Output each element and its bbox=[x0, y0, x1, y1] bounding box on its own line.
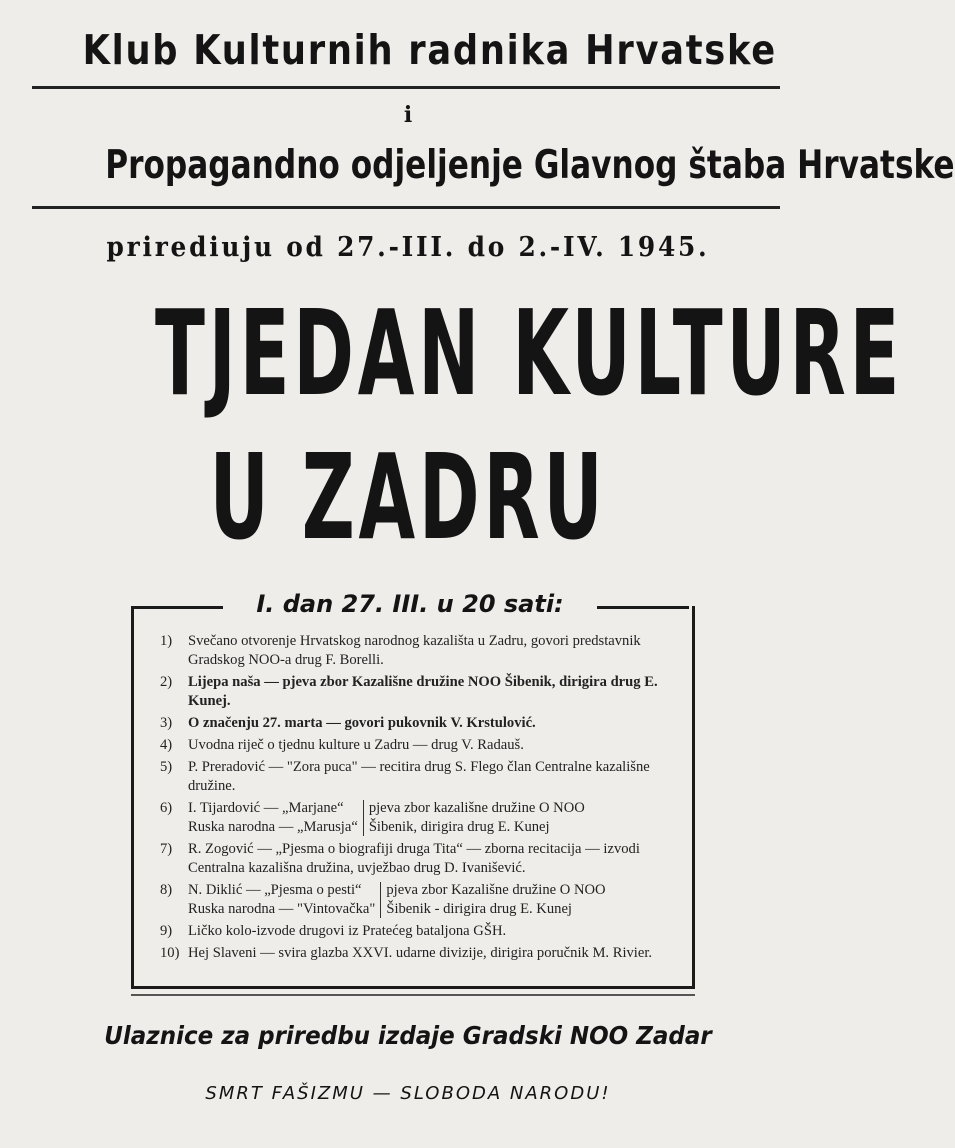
item-text: Svečano otvorenje Hrvatskog narodnog kazališta u Zadru, govori predstavnik Gradskog NOO-a drug F. Borelli. bbox=[188, 633, 641, 668]
date-line: prirediuju od 27.-III. do 2.-IV. 1945. bbox=[106, 232, 710, 263]
performer-line: Šibenik, dirigira drug E. Kunej bbox=[368, 819, 550, 835]
brace-divider bbox=[363, 800, 364, 836]
performer-line: pjeva zbor Kazališne družine O NOO bbox=[386, 882, 606, 898]
conjunction: i bbox=[403, 102, 413, 128]
program-item bbox=[160, 714, 666, 733]
item-text: Lijepa naša — pjeva zbor Kazališne družine NOO Šibenik, dirigira drug E. Kunej. bbox=[188, 674, 658, 709]
item-text: Ličko kolo-izvode drugovi iz Pratećeg bataljona GŠH. bbox=[188, 923, 507, 939]
program-item bbox=[160, 840, 666, 878]
divider bbox=[32, 86, 780, 89]
headline-1: TJEDAN KULTURE bbox=[155, 284, 904, 422]
item-performers bbox=[386, 881, 666, 919]
item-text: Hej Slaveni — svira glazba XXVI. udarne divizije, dirigira poručnik M. Rivier. bbox=[188, 945, 653, 961]
item-split bbox=[188, 799, 666, 837]
item-text: Uvodna riječ o tjednu kulture u Zadru — drug V. Radauš. bbox=[188, 737, 524, 753]
program-item bbox=[160, 799, 666, 837]
item-performers bbox=[369, 799, 666, 837]
item-text: P. Preradović — "Zora puca" — recitira drug S. Flego član Centralne kazališne družine. bbox=[188, 759, 650, 794]
item-number: 10) bbox=[160, 945, 180, 961]
item-number: 9) bbox=[160, 923, 173, 939]
item-text: O značenju 27. marta — govori pukovnik V. Krstulović. bbox=[188, 715, 536, 731]
organizer-1: Klub Kulturnih radnika Hrvatske bbox=[82, 26, 777, 74]
work-line: Ruska narodna — „Marusja“ bbox=[188, 819, 358, 835]
organizer-2: Propagandno odjeljenje Glavnog štaba Hrvatske bbox=[105, 143, 955, 188]
tickets-note: Ulaznice za priredbu izdaje Gradski NOO Zadar bbox=[104, 1021, 712, 1050]
program-item bbox=[160, 758, 666, 796]
item-works bbox=[188, 799, 358, 837]
brace-divider bbox=[380, 882, 381, 918]
slogan: SMRT FAŠIZMU — SLOBODA NARODU! bbox=[205, 1083, 611, 1104]
item-number: 7) bbox=[160, 841, 173, 857]
item-number: 1) bbox=[160, 633, 173, 649]
item-text: R. Zogović — „Pjesma o biografiji druga Tita“ — zborna recitacija — izvodi Centralna kazališna družina, uvježbao drug D. Ivanišević. bbox=[188, 841, 640, 876]
item-number: 3) bbox=[160, 715, 173, 731]
item-works bbox=[188, 881, 375, 919]
program-item bbox=[160, 632, 666, 670]
program-item bbox=[160, 881, 666, 919]
program-item bbox=[160, 922, 666, 941]
work-line: N. Diklić — „Pjesma o pesti“ bbox=[188, 882, 362, 898]
program-item bbox=[160, 944, 666, 963]
item-number: 6) bbox=[160, 800, 173, 816]
work-line: Ruska narodna — "Vintovačka" bbox=[188, 901, 376, 917]
performer-line: Šibenik - dirigira drug E. Kunej bbox=[386, 901, 572, 917]
item-number: 8) bbox=[160, 882, 173, 898]
divider bbox=[32, 206, 780, 209]
headline-2: U ZADRU bbox=[209, 428, 607, 566]
program-item bbox=[160, 673, 666, 711]
program-heading-row bbox=[121, 590, 699, 624]
program-list bbox=[160, 632, 666, 966]
performer-line: pjeva zbor kazališne družine O NOO bbox=[368, 800, 585, 816]
work-line: I. Tijardović — „Marjane“ bbox=[188, 800, 344, 816]
item-split bbox=[188, 881, 666, 919]
program-item bbox=[160, 736, 666, 755]
item-number: 5) bbox=[160, 759, 173, 775]
heading-rule-right bbox=[597, 606, 689, 609]
item-number: 4) bbox=[160, 737, 173, 753]
box-shadow-rule bbox=[131, 994, 695, 996]
item-number: 2) bbox=[160, 674, 173, 690]
program-heading: I. dan 27. III. u 20 sati: bbox=[256, 590, 564, 618]
